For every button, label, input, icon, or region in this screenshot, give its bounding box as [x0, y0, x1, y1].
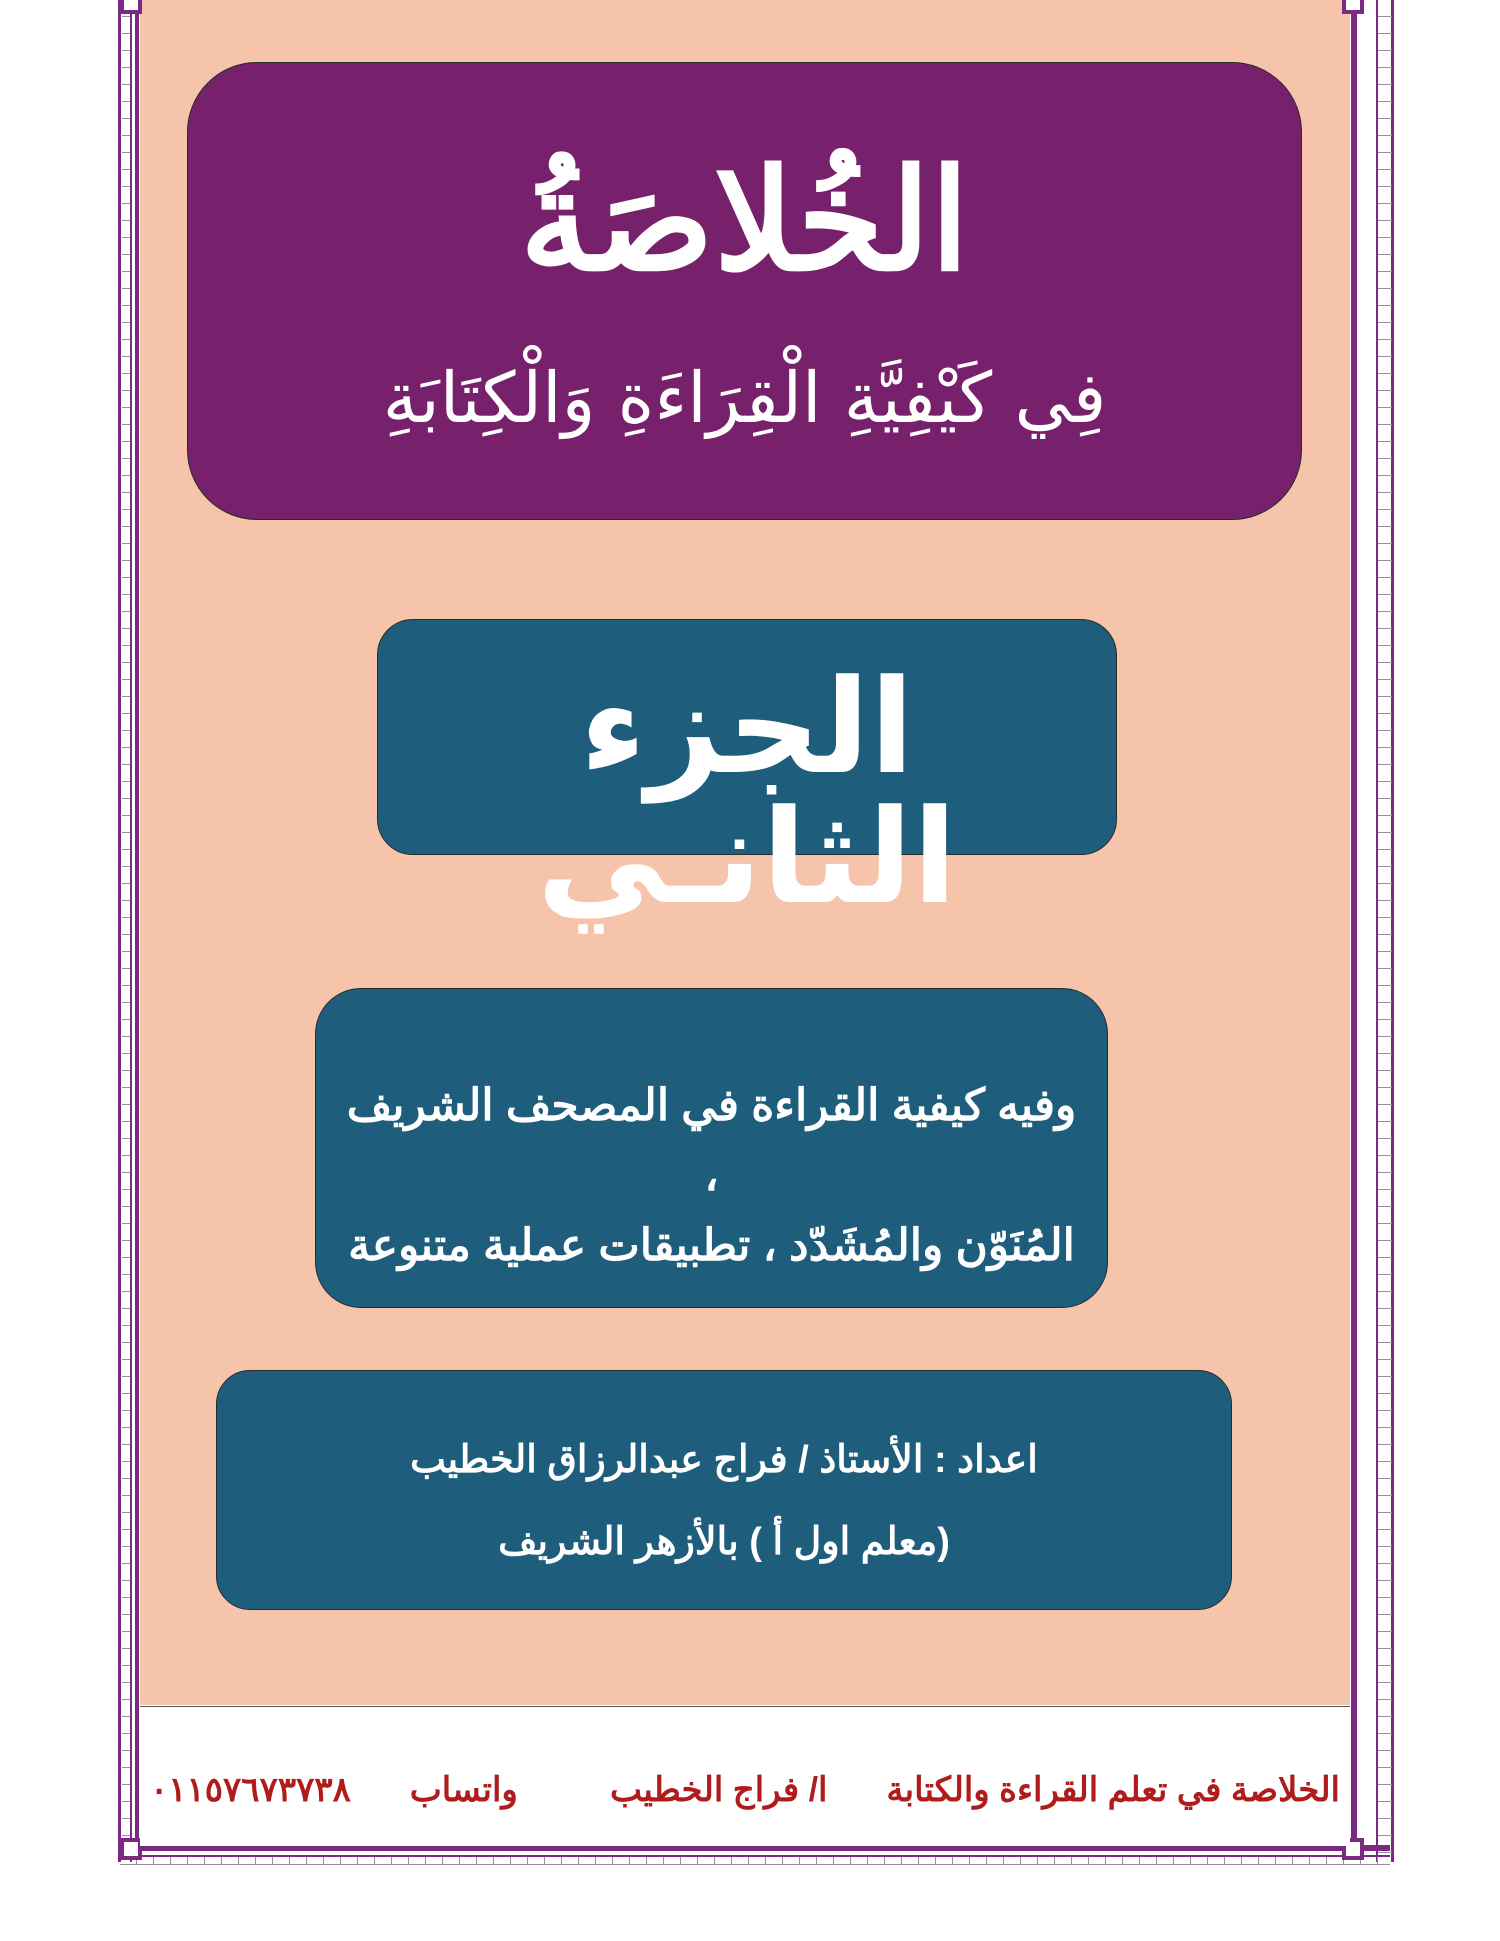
right-border-line: [1351, 0, 1357, 1845]
footer-book-credit: [610, 1770, 1340, 1810]
description-panel: [315, 988, 1108, 1308]
author-line-1: اعداد : الأستاذ / فراج عبدالرزاق الخطيب: [410, 1439, 1038, 1481]
footer-book-title: الخلاصة في تعلم القراءة والكتابة: [886, 1771, 1340, 1809]
author-text: [237, 1419, 1211, 1583]
bottom-border-ruler: [120, 1855, 1390, 1865]
author-line-2: (معلم اول أ ) بالأزهر الشريف: [498, 1521, 950, 1563]
part-panel: [377, 619, 1117, 933]
description-line-1: وفيه كيفية القراءة في المصحف الشريف ،: [346, 1081, 1077, 1200]
footer-whatsapp-label: واتساب: [409, 1771, 518, 1809]
part-label: الجزء الثانـي: [536, 651, 958, 933]
footer-contact: [150, 1770, 518, 1810]
description-text: [336, 1071, 1087, 1281]
corner-ornament-bottom-left: [120, 1838, 142, 1860]
right-border-ruler: [1376, 0, 1394, 1862]
footer-whatsapp-number: ٠١١٥٧٦٧٣٧٣٨: [150, 1771, 351, 1809]
left-border-ruler: [122, 0, 132, 1862]
title-panel: [187, 62, 1302, 520]
footer-author: ا/ فراج الخطيب: [610, 1771, 828, 1809]
corner-ornament-top-left: [120, 0, 142, 14]
corner-ornament-top-right: [1342, 0, 1364, 14]
description-line-2: المُنَوّن والمُشَدّد ، تطبيقات عملية متنوعة: [348, 1221, 1075, 1270]
author-panel: [216, 1370, 1232, 1610]
book-subtitle: فِي كَيْفِيَّةِ الْقِرَاءَةِ وَالْكِتَابَةِ: [382, 357, 1107, 439]
left-border-line: [135, 0, 139, 1845]
book-title: الخُلاصَةُ: [519, 139, 970, 303]
